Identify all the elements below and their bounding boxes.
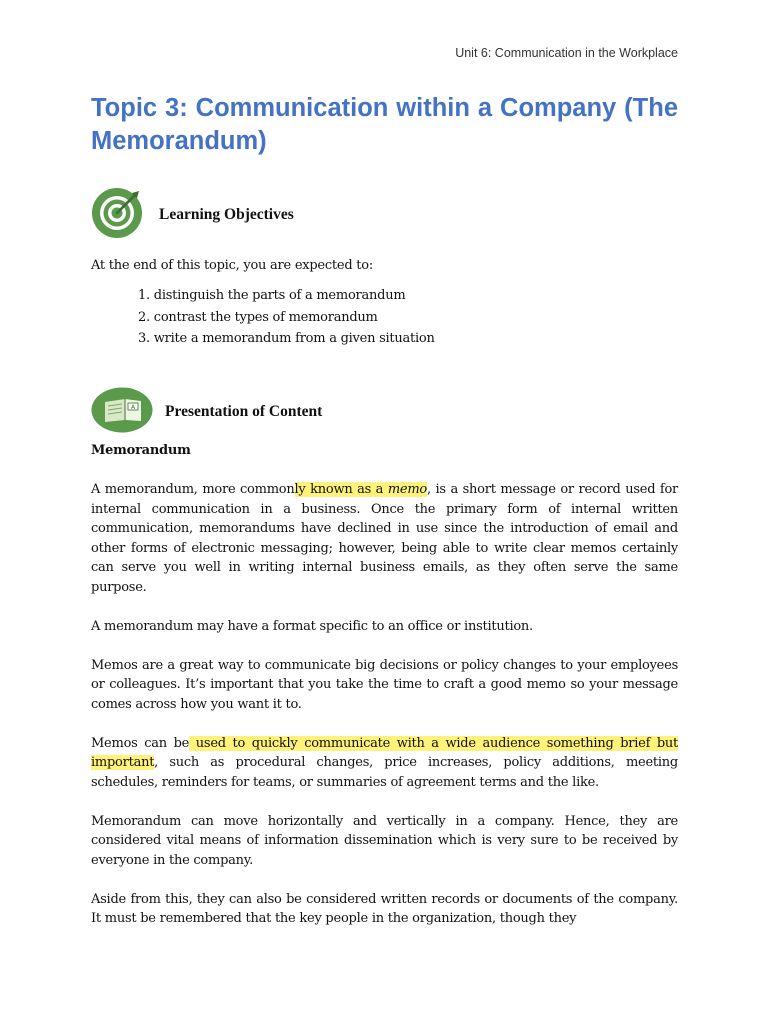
text-run: ly known as a: [294, 482, 388, 497]
paragraph-3: Memos are a great way to communicate big decisions or policy changes to your employees or colleagues. It’s important that you take the time to craft a good memo so your message comes across how you want it to.: [91, 657, 678, 712]
document-page: [91, 0, 678, 1024]
running-header: Unit 6: Communication in the Workplace: [455, 46, 678, 60]
objectives-intro: At the end of this topic, you are expected to:: [91, 258, 373, 273]
target-icon: [91, 187, 143, 243]
text-run: , such as procedural changes, price increases, policy additions, meeting schedules, reminders for teams, or summaries of agreement terms and the like.: [91, 755, 678, 790]
highlighted-text: [295, 482, 428, 497]
paragraph-2: A memorandum may have a format specific to an office or institution.: [91, 618, 533, 634]
text-run: A memorandum, more common: [91, 482, 295, 497]
presentation-heading: [91, 387, 322, 437]
paragraph-5: Memorandum can move horizontally and vertically in a company. Hence, they are considered vital means of information dissemination which is very sure to be received by everyone in the company.: [91, 813, 678, 868]
text-run: Memos can be: [91, 735, 190, 751]
paragraph-1: [91, 480, 678, 597]
list-item: 2. contrast the types of memorandum: [138, 309, 378, 325]
books-icon: [91, 387, 153, 437]
content-subheading: Memorandum: [91, 443, 191, 458]
presentation-label: Presentation of Content: [165, 403, 323, 420]
memo-term: memo: [387, 482, 427, 497]
svg-text:A: A: [130, 404, 136, 411]
learning-objectives-heading: [91, 187, 294, 243]
page-title: Topic 3: Communication within a Company (The Memorandum): [91, 94, 678, 155]
list-item: 1. distinguish the parts of a memorandum: [138, 288, 406, 303]
highlighted-text: used to quickly communicate with a wide audience something brief but important: [91, 735, 678, 770]
list-item: 3. write a memorandum from a given situation: [138, 331, 435, 346]
paragraph-4: [91, 734, 678, 793]
paragraph-6: Aside from this, they can also be considered written records or documents of the company. It must be remembered that the key people in the organization, though they: [91, 891, 678, 926]
text-run: , is a short message or record used for internal communication in a business. Once the primary form of internal written communication, memorandums have declined in use since the introduction of email and other forms of electronic messaging; however, being able to write clear memos certainly can serve you well in writing internal business emails, as they often serve the same purpose.: [91, 482, 679, 595]
objectives-list: [138, 285, 435, 350]
content-body: [91, 441, 678, 948]
learning-objectives-label: Learning Objectives: [159, 206, 294, 223]
